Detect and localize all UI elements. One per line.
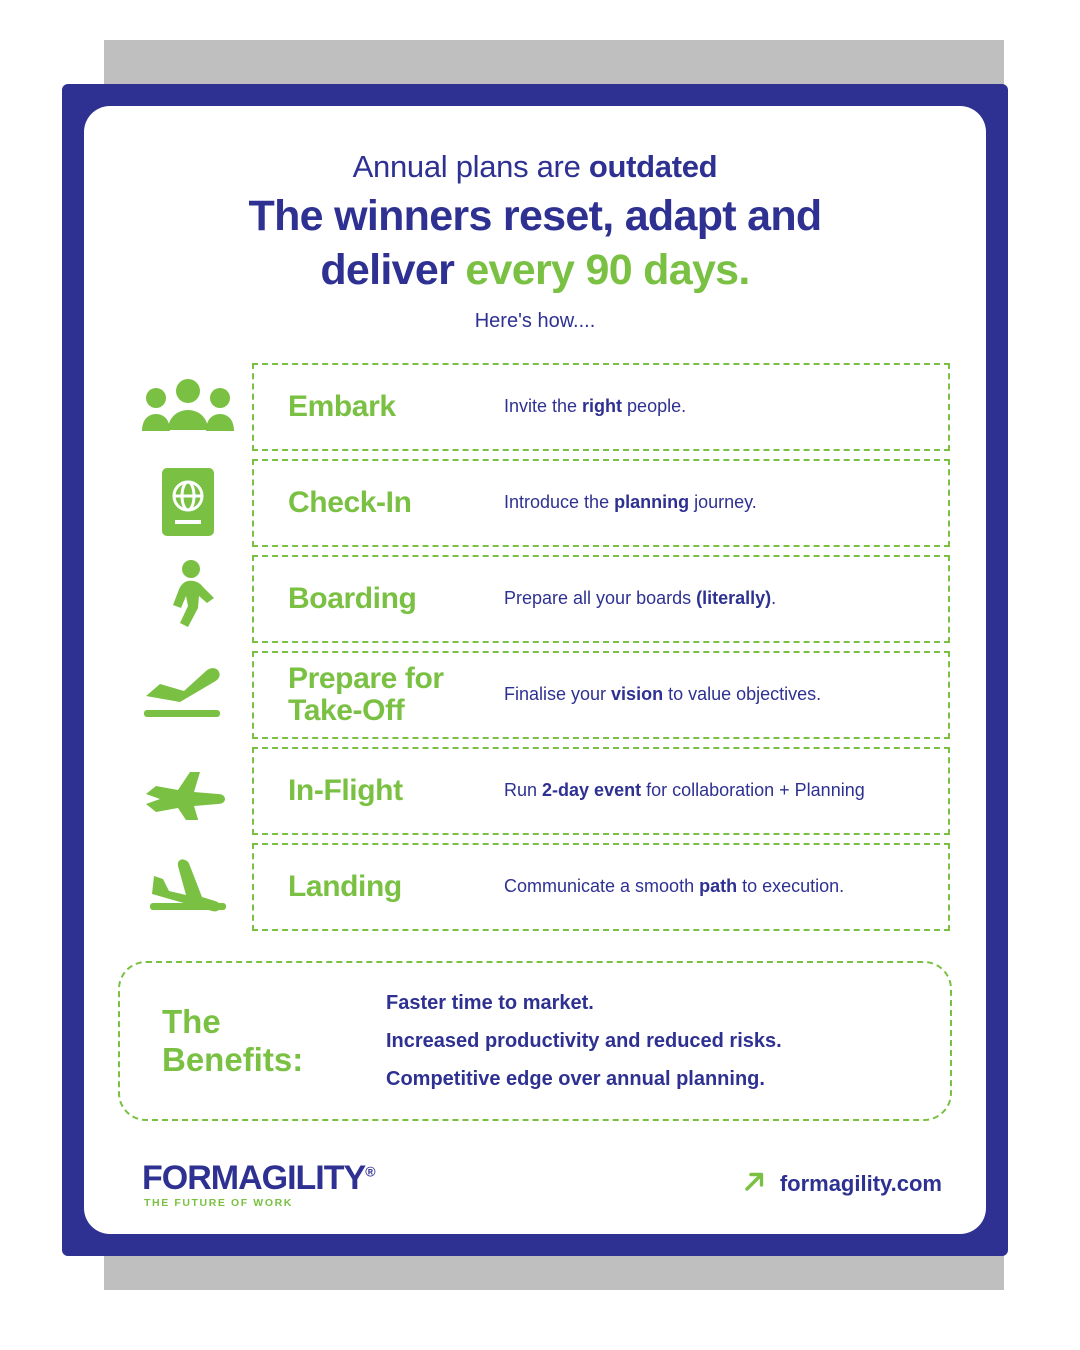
desc-part: to execution. <box>737 876 845 897</box>
desc-part: for collaboration + Planning <box>641 780 865 801</box>
step-title: Embark <box>288 389 396 423</box>
registered-mark: ® <box>365 1163 375 1180</box>
step-title: Landing <box>288 869 402 903</box>
step-description <box>504 395 704 418</box>
list-item: Increased productivity and reduced risks. <box>386 1029 782 1052</box>
desc-part: Run <box>504 780 543 801</box>
website-url: formagility.com <box>779 1171 942 1197</box>
brand-logo-text <box>142 1158 375 1197</box>
passport-icon <box>124 466 252 540</box>
header-line-1-bold: outdated <box>588 149 718 184</box>
step-box <box>252 843 950 931</box>
footer <box>84 1158 986 1209</box>
step-title: Prepare for Take-Off <box>288 662 444 727</box>
desc-part: to value objectives. <box>663 684 822 705</box>
desc-part: people. <box>622 396 687 417</box>
step-item <box>124 839 950 935</box>
desc-part: Finalise your <box>504 684 612 705</box>
brand-tagline: THE FUTURE OF WORK <box>144 1196 293 1209</box>
header-line-1-prefix: Annual plans are <box>352 149 589 184</box>
step-description <box>504 875 862 898</box>
step-box <box>252 747 950 835</box>
header-line-1 <box>84 150 986 184</box>
step-box <box>252 459 950 547</box>
website-link[interactable] <box>740 1168 942 1201</box>
desc-part: . <box>771 588 777 609</box>
desc-part-bold: planning <box>614 492 690 513</box>
brand-logo <box>142 1158 375 1209</box>
step-item <box>124 551 950 647</box>
header <box>84 106 986 333</box>
step-description <box>504 683 839 706</box>
desc-part-bold: vision <box>611 684 664 705</box>
benefits-title <box>146 1003 386 1079</box>
desc-part: Invite the <box>504 396 583 417</box>
plane-takeoff-icon <box>124 666 252 724</box>
plane-in-flight-icon <box>124 762 252 820</box>
header-line-3-green: every 90 days. <box>465 245 750 294</box>
step-description <box>504 491 775 514</box>
benefits-panel <box>118 961 952 1121</box>
walking-person-icon <box>124 559 252 639</box>
list-item: Faster time to market. <box>386 991 594 1014</box>
step-title: Boarding <box>288 581 417 615</box>
step-description <box>504 779 883 802</box>
header-line-3 <box>84 244 986 298</box>
benefits-title-line-1: The <box>162 1002 221 1040</box>
step-box <box>252 651 950 739</box>
header-line-2: The winners reset, adapt and <box>248 192 822 241</box>
benefits-list <box>386 984 782 1098</box>
step-item <box>124 455 950 551</box>
brand-name: FORMAGILITY <box>142 1158 366 1197</box>
desc-part-bold: 2-day event <box>542 780 642 801</box>
header-line-3-blue: deliver <box>320 245 466 294</box>
desc-part-bold: right <box>582 396 623 417</box>
step-box <box>252 363 950 451</box>
desc-part-bold: path <box>699 876 738 897</box>
step-item <box>124 359 950 455</box>
desc-part: Introduce the <box>504 492 615 513</box>
steps-list <box>84 359 986 935</box>
step-title: Check-In <box>288 485 412 519</box>
list-item: Competitive edge over annual planning. <box>386 1067 765 1090</box>
poster-card <box>84 106 986 1234</box>
step-item <box>124 743 950 839</box>
poster-card-border <box>62 84 1008 1256</box>
step-item <box>124 647 950 743</box>
step-description <box>504 587 794 610</box>
step-box <box>252 555 950 643</box>
header-subtitle: Here's how.... <box>474 309 596 332</box>
step-title: In-Flight <box>288 773 403 807</box>
people-group-icon <box>124 376 252 438</box>
desc-part: Communicate a smooth <box>504 876 700 897</box>
desc-part: journey. <box>689 492 757 513</box>
desc-part: Prepare all your boards <box>504 588 697 609</box>
plane-landing-icon <box>124 858 252 916</box>
arrow-up-right-icon <box>740 1168 768 1201</box>
desc-part-bold: (literally) <box>696 588 772 609</box>
benefits-title-line-2: Benefits: <box>162 1040 304 1078</box>
